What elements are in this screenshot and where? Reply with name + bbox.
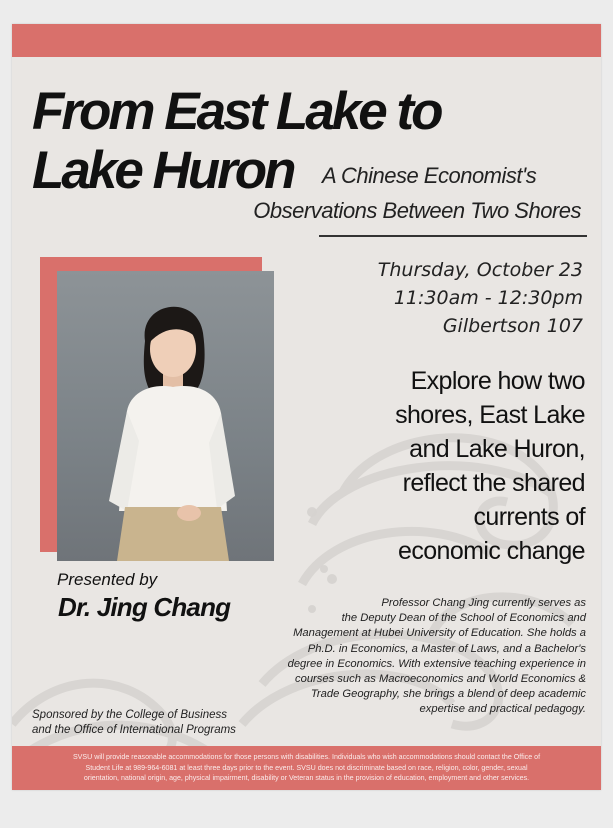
accessibility-notice (20, 752, 593, 784)
presented-by-label: Presented by (57, 570, 158, 589)
bio-line: Trade Geography, she brings a blend of deep academic (310, 688, 586, 701)
teaser-line: currents of (473, 503, 585, 531)
bio-line: Professor Chang Jing currently serves as (381, 597, 586, 609)
event-subtitle-line-2: Observations Between Two Shores (253, 198, 581, 223)
sponsor-line: and the Office of International Programs (32, 724, 236, 736)
notice-line: Student Life at 989-964-6081 at least three days prior to the event. SVSU does not discriminate based on race, religion, color, gender, sexual (85, 763, 528, 772)
teaser-line: Explore how two (410, 367, 585, 395)
event-title-line-1: From East Lake to (32, 82, 441, 141)
bio-line: Ph.D. in Economics, a Master of Laws, and a Bachelor's (307, 642, 586, 655)
event-date: Thursday, October 23 (377, 259, 583, 281)
teaser-line: shores, East Lake (395, 401, 585, 429)
bio-line: courses such as Macroeconomics and World Economics & (295, 673, 586, 686)
event-location: Gilbertson 107 (442, 315, 583, 337)
speaker-name: Dr. Jing Chang (58, 592, 231, 622)
bio-line: degree in Economics. With extensive teaching experience in (287, 657, 586, 670)
event-title-line-2: Lake Huron (32, 141, 294, 200)
event-time: 11:30am - 12:30pm (393, 287, 583, 309)
footer-bar (12, 746, 601, 790)
event-subtitle-line-1: A Chinese Economist's (322, 163, 537, 188)
bio-line: expertise and practical pedagogy. (419, 703, 586, 716)
bio-line: Management at Hubei University of Education. She holds a (293, 627, 586, 640)
teaser-line: and Lake Huron, (409, 435, 585, 463)
bio-line: the Deputy Dean of the School of Economics and (341, 612, 586, 625)
speaker-portrait-illustration (57, 271, 274, 561)
sponsor-line: Sponsored by the College of Business (32, 709, 227, 721)
teaser-line: reflect the shared (402, 469, 585, 497)
teaser-line: economic change (398, 537, 585, 565)
speaker-bio (236, 596, 586, 718)
notice-line: SVSU will provide reasonable accommodations for those persons with disabilities. Individuals who wish accommodations should contact the Office of (72, 753, 541, 761)
event-teaser (345, 364, 585, 568)
notice-line: orientation, national origin, age, physical impairment, disability or Veteran status in the provision of education, employment and other services. (83, 774, 530, 782)
sponsor-note (32, 708, 236, 738)
title-divider (319, 235, 587, 237)
event-details (378, 256, 583, 340)
event-poster (12, 24, 601, 790)
speaker-photo (57, 271, 274, 561)
